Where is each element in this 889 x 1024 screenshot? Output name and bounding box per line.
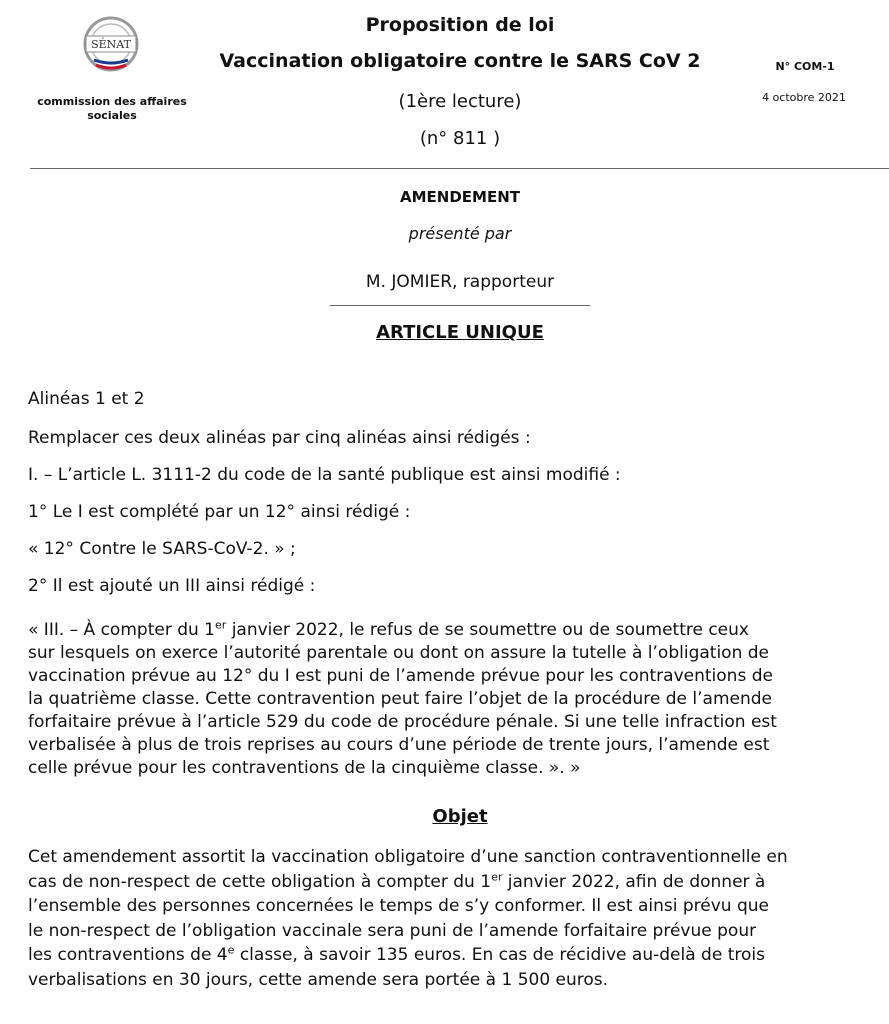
amendment-author: M. JOMIER, rapporteur xyxy=(365,272,555,292)
bill-title: Vaccination obligatoire contre le SARS CoV 2 xyxy=(219,50,701,72)
author-divider xyxy=(330,305,590,306)
document-date: 4 octobre 2021 xyxy=(762,91,846,104)
point-1-line: 1° Le I est complété par un 12° ainsi rédigé : xyxy=(28,502,411,522)
point-2-line: 2° Il est ajouté un III ainsi rédigé : xyxy=(28,576,316,596)
commission-label: commission des affaires sociales xyxy=(37,95,187,122)
quote-12-line: « 12° Contre le SARS-CoV-2. » ; xyxy=(28,539,296,559)
replace-line: Remplacer ces deux alinéas par cinq alinéas ainsi rédigés : xyxy=(28,428,531,448)
reading-label: (1ère lecture) xyxy=(398,91,522,112)
point-I-line: I. – L’article L. 3111-2 du code de la santé publique est ainsi modifié : xyxy=(28,465,621,485)
senat-logo xyxy=(80,14,142,80)
svg-text:SÉNAT: SÉNAT xyxy=(91,38,131,51)
document-type: Proposition de loi xyxy=(365,14,555,36)
paragraph-III: « III. – À compter du 1er janvier 2022, le refus de se soumettre ou de soumettre ceux sur lesquels on exerce l’autorité parentale ou dont on assure la tutelle à l’obligation de vaccination prévue au 12° du I est puni de l’amende prévue pour les contraventions de la quatrième classe. Cette contravention peut faire l’objet de la procédure de l’amende forfaitaire prévue à l’article 529 du code de procédure pénale. Si une telle infraction est verbalisée à plus de trois reprises au cours d’une période de trente jours, l’amende est celle prévue pour les contraventions de la cinquième classe. ». » xyxy=(28,618,777,778)
amendment-heading: AMENDEMENT xyxy=(400,188,520,206)
header-divider xyxy=(30,168,889,169)
bill-number: (n° 811 ) xyxy=(419,128,501,149)
article-heading: ARTICLE UNIQUE xyxy=(376,322,544,343)
objet-paragraph: Cet amendement assortit la vaccination obligatoire d’une sanction contraventionnelle en cas de non-respect de cette obligation à compter du 1er janvier 2022, afin de donner à l’ensemble des personnes concernées le temps de s’y conformer. Il est ainsi prévu que le non-respect de l’obligation vaccinale sera puni de l’amende forfaitaire prévue pour les contraventions de 4e classe, à savoir 135 euros. En cas de récidive au-delà de trois verbalisations en 30 jours, cette amende sera portée à 1 500 euros. xyxy=(28,847,788,990)
alineas-line: Alinéas 1 et 2 xyxy=(28,389,145,409)
presented-by: présenté par xyxy=(408,224,512,243)
objet-heading: Objet xyxy=(432,806,488,827)
amendment-number: N° COM-1 xyxy=(775,60,835,73)
